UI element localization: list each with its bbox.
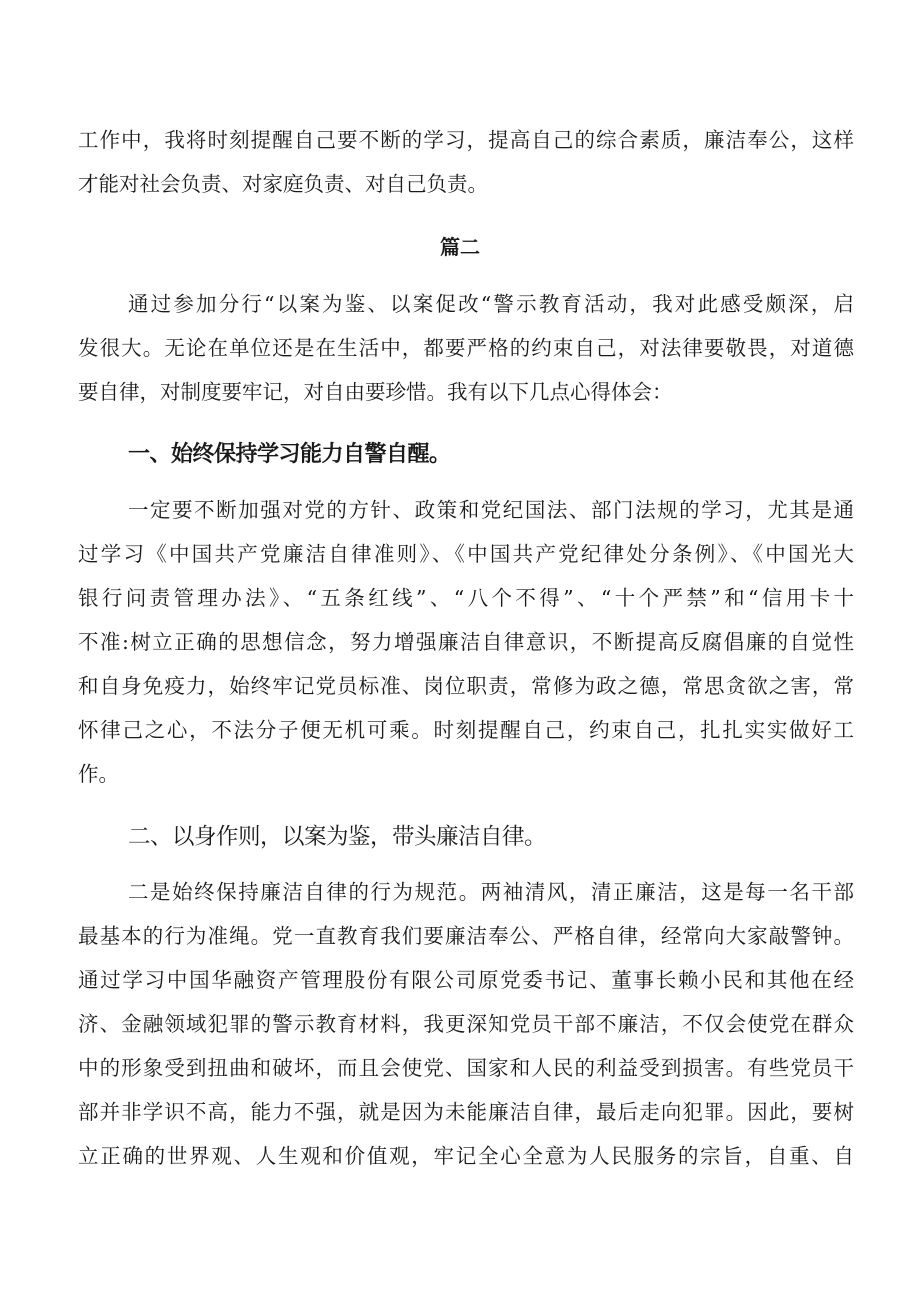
para2-line-2: 过学习《中国共产党廉洁自律准则》、《中国共产党纪律处分条例》、《中国光大 bbox=[78, 542, 854, 566]
para2-line-4: 不准:树立正确的思想信念，努力增强廉洁自律意识，不断提高反腐倡廉的自觉性 bbox=[78, 630, 854, 654]
para2-line-1: 一定要不断加强对党的方针、政策和党纪国法、部门法规的学习，尤其是通 bbox=[128, 498, 854, 522]
para1-line-1: 通过参加分行“以案为鉴、以案促改“警示教育活动，我对此感受颇深，启 bbox=[128, 292, 854, 316]
para2-line-6: 怀律己之心，不法分子便无机可乘。时刻提醒自己，约束自己，扎扎实实做好工 bbox=[78, 718, 854, 742]
para3-line-2: 最基本的行为准绳。党一直教育我们要廉洁奉公、严格自律，经常向大家敲警钟。 bbox=[78, 924, 854, 948]
para3-line-5: 中的形象受到扭曲和破坏，而且会使党、国家和人民的利益受到损害。有些党员干 bbox=[78, 1056, 854, 1080]
heading-1: 一、始终保持学习能力自警自醒。 bbox=[128, 442, 451, 467]
para2-line-3: 银行问责管理办法》、“五条红线”、“八个不得”、“十个严禁”和“信用卡十 bbox=[78, 586, 854, 610]
intro-line-2: 才能对社会负责、对家庭负责、对自己负责。 bbox=[78, 172, 488, 196]
para2-line-7: 作。 bbox=[78, 762, 119, 786]
para3-line-1: 二是始终保持廉洁自律的行为规范。两袖清风，清正廉洁，这是每一名干部 bbox=[128, 880, 854, 904]
heading-2: 二、以身作则，以案为鉴，带头廉洁自律。 bbox=[128, 824, 547, 850]
para1-line-3: 要自律，对制度要牢记，对自由要珍惜。我有以下几点心得体会： bbox=[78, 380, 673, 404]
para3-line-3: 通过学习中国华融资产管理股份有限公司原党委书记、董事长赖小民和其他在经 bbox=[78, 968, 854, 992]
section-title: 篇二 bbox=[440, 235, 480, 259]
para1-line-2: 发很大。无论在单位还是在生活中，都要严格的约束自己，对法律要敬畏，对道德 bbox=[78, 336, 854, 360]
intro-line-1: 工作中，我将时刻提醒自己要不断的学习，提高自己的综合素质，廉洁奉公，这样 bbox=[78, 128, 854, 152]
para3-line-6: 部并非学识不高，能力不强，就是因为未能廉洁自律，最后走向犯罪。因此，要树 bbox=[78, 1100, 854, 1124]
para3-line-4: 济、金融领域犯罪的警示教育材料，我更深知党员干部不廉洁，不仅会使党在群众 bbox=[78, 1012, 854, 1036]
para2-line-5: 和自身免疫力，始终牢记党员标准、岗位职责，常修为政之德，常思贪欲之害，常 bbox=[78, 674, 854, 698]
para3-line-7: 立正确的世界观、人生观和价值观，牢记全心全意为人民服务的宗旨，自重、自 bbox=[78, 1144, 854, 1168]
